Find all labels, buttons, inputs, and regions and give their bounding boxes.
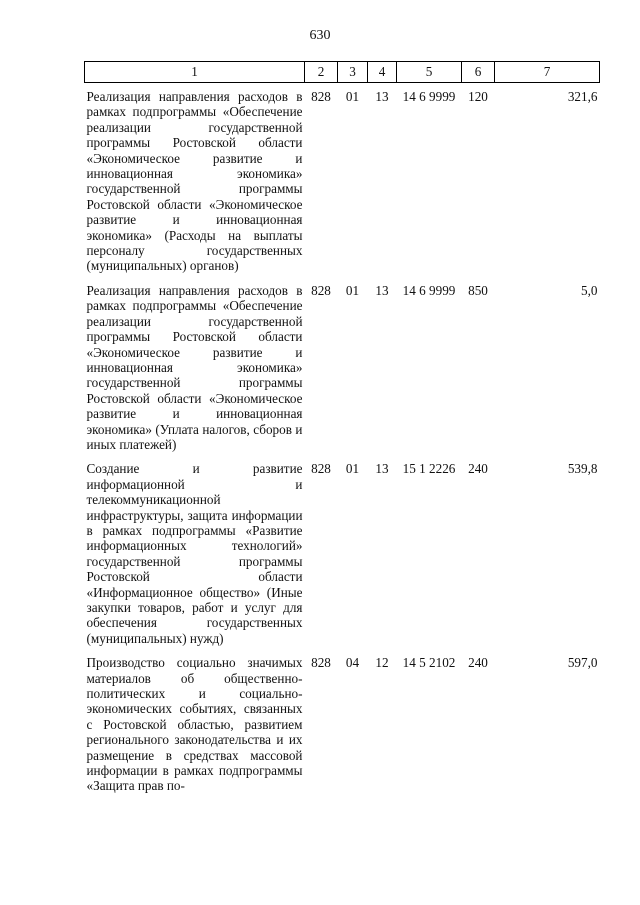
section-code: 01 — [345, 282, 360, 298]
column-header: 3 — [338, 62, 368, 83]
budget-table — [84, 61, 600, 799]
ministry-code: 828 — [311, 282, 331, 298]
table-row — [85, 83, 600, 279]
amount: 321,6 — [567, 89, 598, 104]
target-article-code: 14 5 2102 — [402, 655, 456, 671]
column-header: 1 — [85, 62, 305, 83]
expense-description: Реализация направления расходов в рамках подпрограммы «Обеспечение реализации государственной программы Ростовской области «Экономическое развитие и инновационная экономика» государственной программы Ростовской области «Экономическое развитие и инновационная экономика» (Расходы на выплаты персоналу государственных (муниципальных) органов) — [86, 89, 303, 274]
expense-description: Реализация направления расходов в рамках подпрограммы «Обеспечение реализации государственной программы Ростовской области «Экономическое развитие и инновационная экономика» государственной программы Ростовской области «Экономическое развитие и инновационная экономика» (Уплата налогов, сборов и иных платежей) — [86, 282, 303, 452]
subsection-code: 13 — [375, 282, 389, 298]
ministry-code: 828 — [311, 461, 331, 477]
amount: 539,8 — [567, 461, 598, 477]
ministry-code: 828 — [311, 89, 331, 104]
section-code: 04 — [345, 655, 360, 671]
table-row — [85, 457, 600, 651]
section-code: 01 — [345, 89, 360, 104]
subsection-code: 13 — [375, 461, 389, 477]
subsection-code: 12 — [375, 655, 389, 671]
table-header-row — [85, 62, 600, 83]
column-header: 5 — [397, 62, 462, 83]
expense-type-code: 240 — [468, 655, 488, 671]
column-header: 4 — [368, 62, 397, 83]
column-header: 7 — [495, 62, 600, 83]
target-article-code: 14 6 9999 — [402, 89, 456, 104]
amount: 5,0 — [581, 282, 598, 298]
expense-type-code: 120 — [468, 89, 488, 104]
section-code: 01 — [345, 461, 360, 477]
expense-description: Создание и развитие информационной и телекоммуникационной инфраструктуры, защита информации в рамках подпрограммы «Развитие информационных технологий» государственной программы Ростовской области «Информационное общество» (Иные закупки товаров, работ и услуг для обеспечения государственных (муниципальных) нужд) — [86, 461, 303, 646]
subsection-code: 13 — [375, 89, 389, 104]
ministry-code: 828 — [311, 655, 331, 671]
column-header: 6 — [462, 62, 495, 83]
expense-description: Производство социально значимых материалов об общественно-политических и социально-экономических событиях, связанных с Ростовской областью, развитием регионального законодательства и их размещение в средствах массовой информации в рамках подпрограммы «Защита прав по- — [86, 655, 303, 794]
column-header: 2 — [305, 62, 338, 83]
target-article-code: 14 6 9999 — [402, 282, 456, 298]
expense-type-code: 240 — [468, 461, 488, 477]
table-row — [85, 651, 600, 799]
page-number: 630 — [309, 28, 331, 43]
table-row — [85, 279, 600, 457]
target-article-code: 15 1 2226 — [402, 461, 456, 477]
amount: 597,0 — [567, 655, 598, 671]
expense-type-code: 850 — [468, 282, 488, 298]
